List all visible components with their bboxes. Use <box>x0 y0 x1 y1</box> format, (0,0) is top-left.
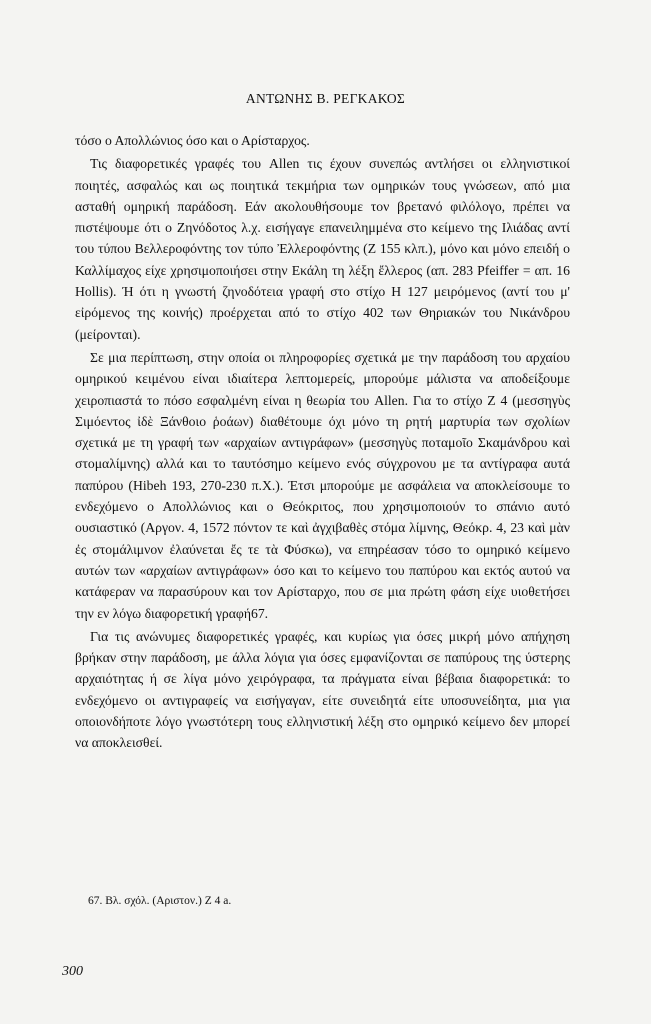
paragraph-1: τόσο ο Απολλώνιος όσο και ο Αρίσταρχος. <box>75 133 310 148</box>
running-head: ΑΝΤΩΝΗΣ Β. ΡΕΓΚΑΚΟΣ <box>245 91 406 106</box>
paragraph-4: Για τις ανώνυμες διαφορετικές γραφές, και κυρίως για όσες μικρή μόνο απήχηση βρήκαν στην παράδοση, με άλλα λόγια για όσες εμφανίζονται σε παπύρους της ύστερης αρχαιότητας ή σε λίγα μόνο χειρόγραφα, τα πράγματα είναι βέβαια διαφορετικά: το ενδεχόμενο οι αντιγραφείς να εισήγαγαν, είτε συνειδητά είτε υποσυνείδητα, μια για οποιονδήποτε λόγο γνωστότερη τους ελληνιστική λέξη στο ομηρικό κείμενο δεν μπορεί να αποκλεισθεί. <box>75 628 570 751</box>
paragraph-3: Σε μια περίπτωση, στην οποία οι πληροφορίες σχετικά με την παράδοση του αρχαίου ομηρικού κειμένου είναι ιδιαίτερα λεπτομερείς, μπορούμε μάλιστα να αποδείξουμε χειροπιαστά το πόσο εσφαλμένη είναι η θεωρία του Allen. Για το στίχο Ζ 4 (μεσσηγὺς Σιμόεντος ἰδὲ Ξάνθοιο ῥοάων) διαθέτουμε όχι μόνο τη ρητή μαρτυρία των σχολίων σχετικά με τη γραφή των «αρχαίων αντιγράφων» (μεσσηγὺς ποταμοῖο Σκαμάνδρου καὶ στομαλίμνης) αλλά και το ταυτόσημο κείμενο ενός σύγχρονου με τα αντίγραφα αυτά παπύρου (Hibeh 193, 270-230 π.Χ.). Έτσι μπορούμε με ασφάλεια να αποκλείσουμε το ενδεχόμενο ο Απολλώνιος και ο Θεόκριτος, που χρησιμοποιούν το σπάνιο αυτό ουσιαστικό (Αργον. 4, 1572 πόντον τε καὶ ἀγχιβαθὲς στόμα λίμνης, Θεόκρ. 4, 23 καὶ μὰν ἐς στομάλιμνον ἐλαύνεται ἔς τε τὰ Φύσκω), να επηρέασαν τόσο το ομηρικό κείμενο αυτών των «αρχαίων αντιγράφων» όσο και το κείμενο του παπύρου και εκτός αυτού να κατάφεραν να παρασύρουν και τον Αρίσταρχο, που σε μια πρώτη φάση είχε υιοθετήσει την εν λόγω διαφορετική γραφή67. <box>75 349 570 621</box>
footnote: 67. Βλ. σχόλ. (Αριστον.) Ζ 4 a. <box>88 895 232 907</box>
paragraph-2: Τις διαφορετικές γραφές του Allen τις έχουν συνεπώς αντλήσει οι ελληνιστικοί ποιητές, ασφαλώς και ως ποιητικά τεκμήρια των ομηρικών τους γνώσεων, από μια ασταθή ομηρική παράδοση. Εάν ακολουθήσουμε τον βρετανό φιλόλογο, πρέπει να πιστέψουμε ότι ο Ζηνόδοτος λ.χ. εισήγαγε επανειλημμένα στο κείμενο της Ιλιάδας αντί του τύπου Βελλεροφόντης τον τύπο Ἐλλεροφόντης (Ζ 155 κλπ.), μόνο και μόνο επειδή ο Καλλίμαχος είχε χρησιμοποιήσει στην Εκάλη τη λέξη ἔλλερος (απ. 283 Pfeiffer = απ. 16 Hollis). Ή ότι η γνωστή ζηνοδότεια γραφή στο στίχο Η 127 μειρόμενος (αντί του μ' εἰρόμενος της κοινής) προέρχεται από το στίχο 402 των Θηριακών του Νικάνδρου (μείρονται). <box>75 156 570 342</box>
page-number: 300 <box>62 964 83 979</box>
body-text <box>75 130 570 754</box>
